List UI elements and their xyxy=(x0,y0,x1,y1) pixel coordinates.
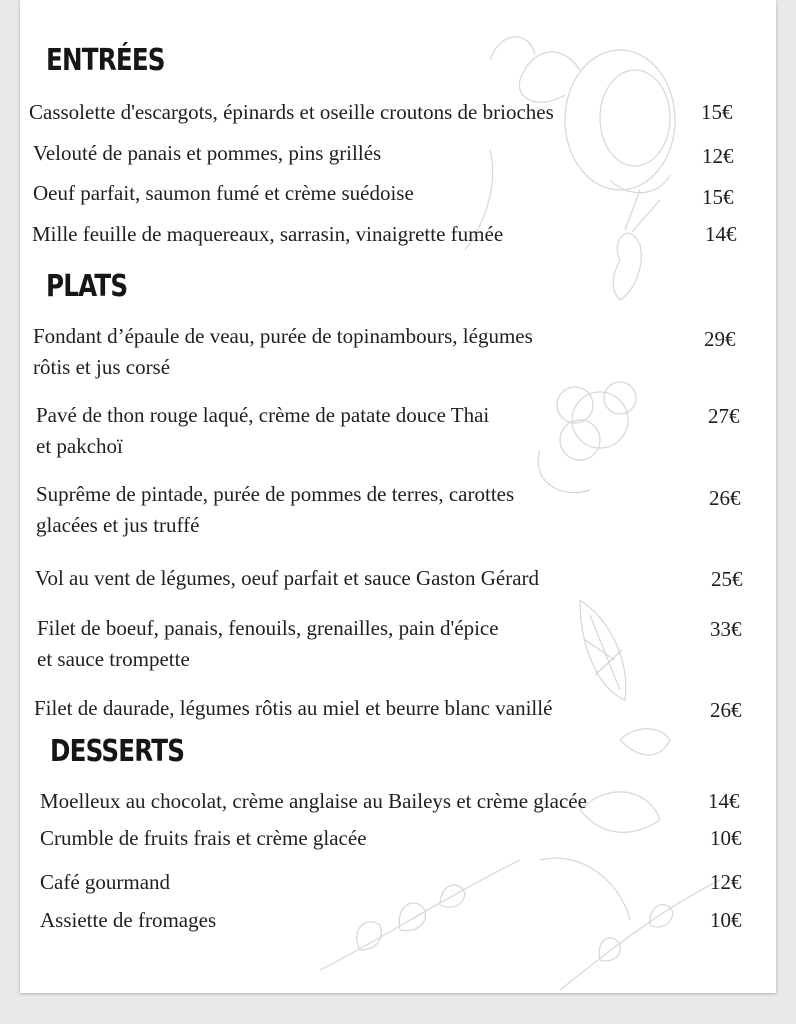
menu-item-name xyxy=(36,400,489,462)
menu-item-price: 10€ xyxy=(710,826,742,850)
menu-item-name xyxy=(33,321,533,383)
section-title-entrees: ENTRÉES xyxy=(46,43,165,78)
menu-item-price: 26€ xyxy=(710,698,742,722)
menu-item-name-line1: Filet de boeuf, panais, fenouils, grenailles, pain d'épice xyxy=(37,616,499,640)
menu-item-price: 27€ xyxy=(708,404,740,428)
menu-item-name-line2: rôtis et jus corsé xyxy=(33,355,171,379)
menu-item-name: Café gourmand xyxy=(40,870,171,894)
menu-item-price: 26€ xyxy=(709,486,741,510)
menu-item-price: 25€ xyxy=(711,567,743,591)
menu-item-price: 14€ xyxy=(708,789,740,813)
menu-item-name: Vol au vent de légumes, oeuf parfait et sauce Gaston Gérard xyxy=(35,566,540,590)
menu-item-name-line1: Fondant d’épaule de veau, purée de topinambours, légumes xyxy=(33,324,533,348)
menu-item-price: 14€ xyxy=(705,222,737,246)
menu-item-name: Cassolette d'escargots, épinards et oseille croutons de brioches xyxy=(29,100,554,124)
menu-item-name-line1: Suprême de pintade, purée de pommes de terres, carottes xyxy=(36,482,515,506)
menu-item-price: 10€ xyxy=(710,908,742,932)
menu-item-name: Velouté de panais et pommes, pins grillés xyxy=(33,141,382,165)
menu-item-name-line2: et sauce trompette xyxy=(37,647,190,671)
menu-item-name xyxy=(37,613,499,675)
menu-item-name: Moelleux au chocolat, crème anglaise au Baileys et crème glacée xyxy=(40,789,587,813)
menu-item-name-line2: et pakchoï xyxy=(36,434,123,458)
menu-item-name: Assiette de fromages xyxy=(40,908,217,932)
menu-item-name-line1: Pavé de thon rouge laqué, crème de patate douce Thai xyxy=(36,403,490,427)
menu-item-price: 12€ xyxy=(710,870,742,894)
menu-item-name: Filet de daurade, légumes rôtis au miel et beurre blanc vanillé xyxy=(34,696,553,720)
menu-item-price: 15€ xyxy=(702,185,734,209)
menu-item-name: Crumble de fruits frais et crème glacée xyxy=(40,826,367,850)
section-title-plats: PLATS xyxy=(46,269,128,304)
menu-item-name xyxy=(36,479,514,541)
menu-item-price: 33€ xyxy=(710,617,742,641)
menu-item-price: 29€ xyxy=(704,327,736,351)
menu-item-name-line2: glacées et jus truffé xyxy=(36,513,200,537)
menu-item-name: Oeuf parfait, saumon fumé et crème suédoise xyxy=(33,181,414,205)
menu-item-name: Mille feuille de maquereaux, sarrasin, vinaigrette fumée xyxy=(32,222,504,246)
menu-item-price: 15€ xyxy=(701,100,733,124)
menu-item-price: 12€ xyxy=(702,144,734,168)
section-title-desserts: DESSERTS xyxy=(50,734,185,769)
menu-page xyxy=(20,0,776,993)
